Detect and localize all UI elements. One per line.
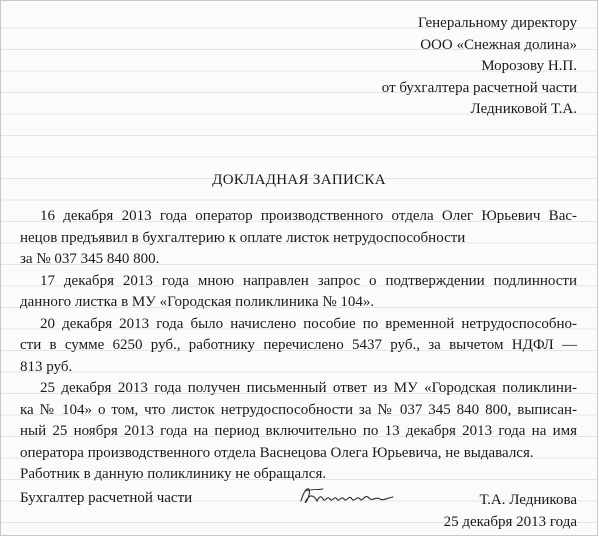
paragraph-line: ный 25 ноября 2013 года на период включительно по 13 декабря 2013 года на имя: [20, 423, 577, 439]
paragraph-line: 20 декабря 2013 года было начислено пособие по временной нетрудоспособно-: [40, 315, 577, 332]
signer-position: Бухгалтер расчетной части: [20, 490, 193, 506]
memo-body: [20, 206, 577, 486]
addressee-position: Генеральному директору: [417, 15, 577, 31]
paragraph-line: за № 037 345 840 800.: [20, 251, 160, 267]
document-title: ДОКЛАДНАЯ ЗАПИСКА: [212, 172, 386, 188]
paragraph-line: данного листка в МУ «Городская поликлиника № 104».: [20, 294, 375, 310]
paragraph-line: 813 руб.: [20, 358, 73, 375]
paragraph-line: ка № 104» о том, что листок нетрудоспособности за № 037 345 840 800, выписан-: [20, 401, 577, 418]
paragraph-line: нецов предъявил в бухгалтерию к оплате листок нетрудоспособности: [20, 229, 466, 246]
paragraph-line: 25 декабря 2013 года получен письменный ответ из МУ «Городская поликлини-: [40, 380, 577, 396]
addressee-name: Морозову Н.П.: [481, 58, 577, 74]
paragraph-3: [20, 314, 577, 379]
paragraph-line: 16 декабря 2013 года оператор производственного отдела Олег Юрьевич Вас-: [40, 208, 577, 224]
paragraph-line: Работник в данную поликлинику не обращался.: [20, 466, 327, 482]
memo-date: 25 декабря 2013 года: [443, 513, 577, 530]
paragraph-1: [20, 206, 577, 271]
addressee-company: ООО «Снежная долина»: [420, 36, 577, 53]
addressee-block: [382, 13, 577, 121]
handwritten-signature: [297, 481, 397, 511]
sender-position: от бухгалтера расчетной части: [381, 79, 577, 96]
paragraph-4: [20, 378, 577, 486]
paragraph-2: [20, 271, 577, 314]
paragraph-line: 17 декабря 2013 года мною направлен запрос о подтверждении подлинности: [40, 272, 577, 289]
signer-name: Т.А. Ледникова: [479, 492, 577, 508]
signer-block: [444, 490, 577, 533]
sender-name: Ледниковой Т.А.: [470, 101, 577, 117]
paragraph-line: оператора производственного отдела Васнецова Олега Юрьевича, не выдавался.: [20, 444, 534, 461]
paragraph-line: сти в сумме 6250 руб., работнику перечислено 5437 руб., за вычетом НДФЛ —: [20, 337, 577, 353]
